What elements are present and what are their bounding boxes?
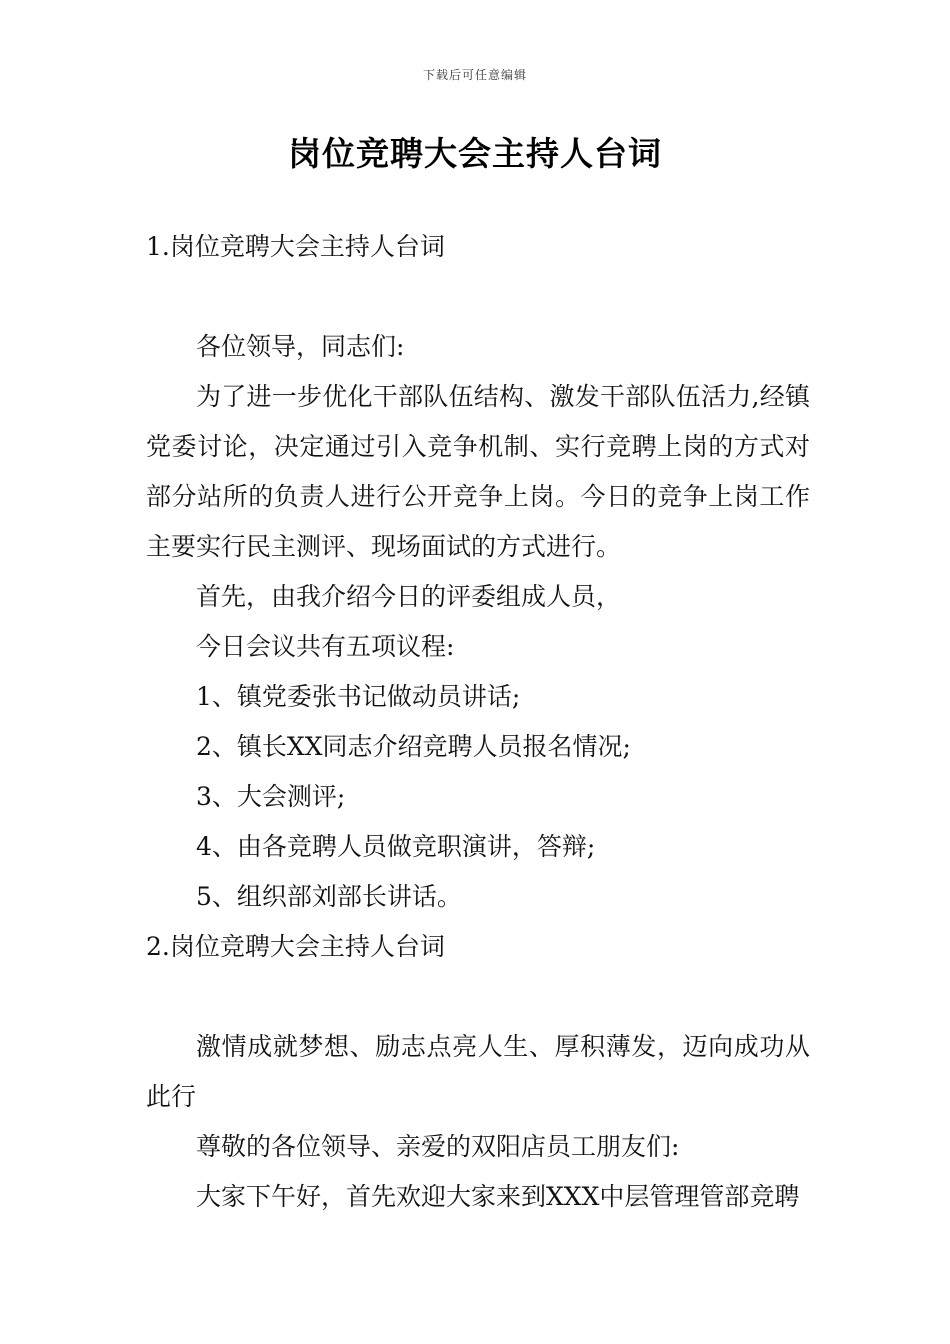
header-note: 下载后可任意编辑: [422, 68, 527, 82]
paragraph: 今日会议共有五项议程:: [196, 632, 455, 661]
section-heading-2: 2.岗位竞聘大会主持人台词: [146, 932, 445, 961]
blank-line: [146, 272, 810, 322]
agenda-item: 4、由各竞聘人员做竞职演讲，答辩;: [196, 832, 596, 861]
paragraph: 激情成就梦想、励志点亮人生、厚积薄发，迈向成功从此行: [146, 1032, 810, 1111]
agenda-item: 5、组织部刘部长讲话。: [196, 882, 462, 911]
paragraph: 尊敬的各位领导、亲爱的双阳店员工朋友们:: [196, 1132, 680, 1161]
paragraph: 首先，由我介绍今日的评委组成人员，: [196, 582, 622, 611]
agenda-item: 1、镇党委张书记做动员讲话;: [196, 682, 521, 711]
paragraph: 大家下午好，首先欢迎大家来到XXX中层管理管部竞聘: [196, 1182, 800, 1211]
paragraph: 为了进一步优化干部队伍结构、激发干部队伍活力,经镇党委讨论，决定通过引入竞争机制、实行竞聘上岗的方式对部分站所的负责人进行公开竞争上岗。今日的竞争上岗工作主要实行民主测评、现场面试的方式进行。: [146, 382, 810, 561]
agenda-item: 2、镇长XX同志介绍竞聘人员报名情况;: [196, 732, 631, 761]
agenda-item: 3、大会测评;: [196, 782, 346, 811]
document-title: 岗位竞聘大会主持人台词: [288, 134, 662, 173]
section-heading-1: 1.岗位竞聘大会主持人台词: [146, 232, 445, 261]
document-body: [146, 222, 810, 1222]
paragraph: 各位领导，同志们:: [196, 332, 405, 361]
blank-line: [146, 972, 810, 1022]
